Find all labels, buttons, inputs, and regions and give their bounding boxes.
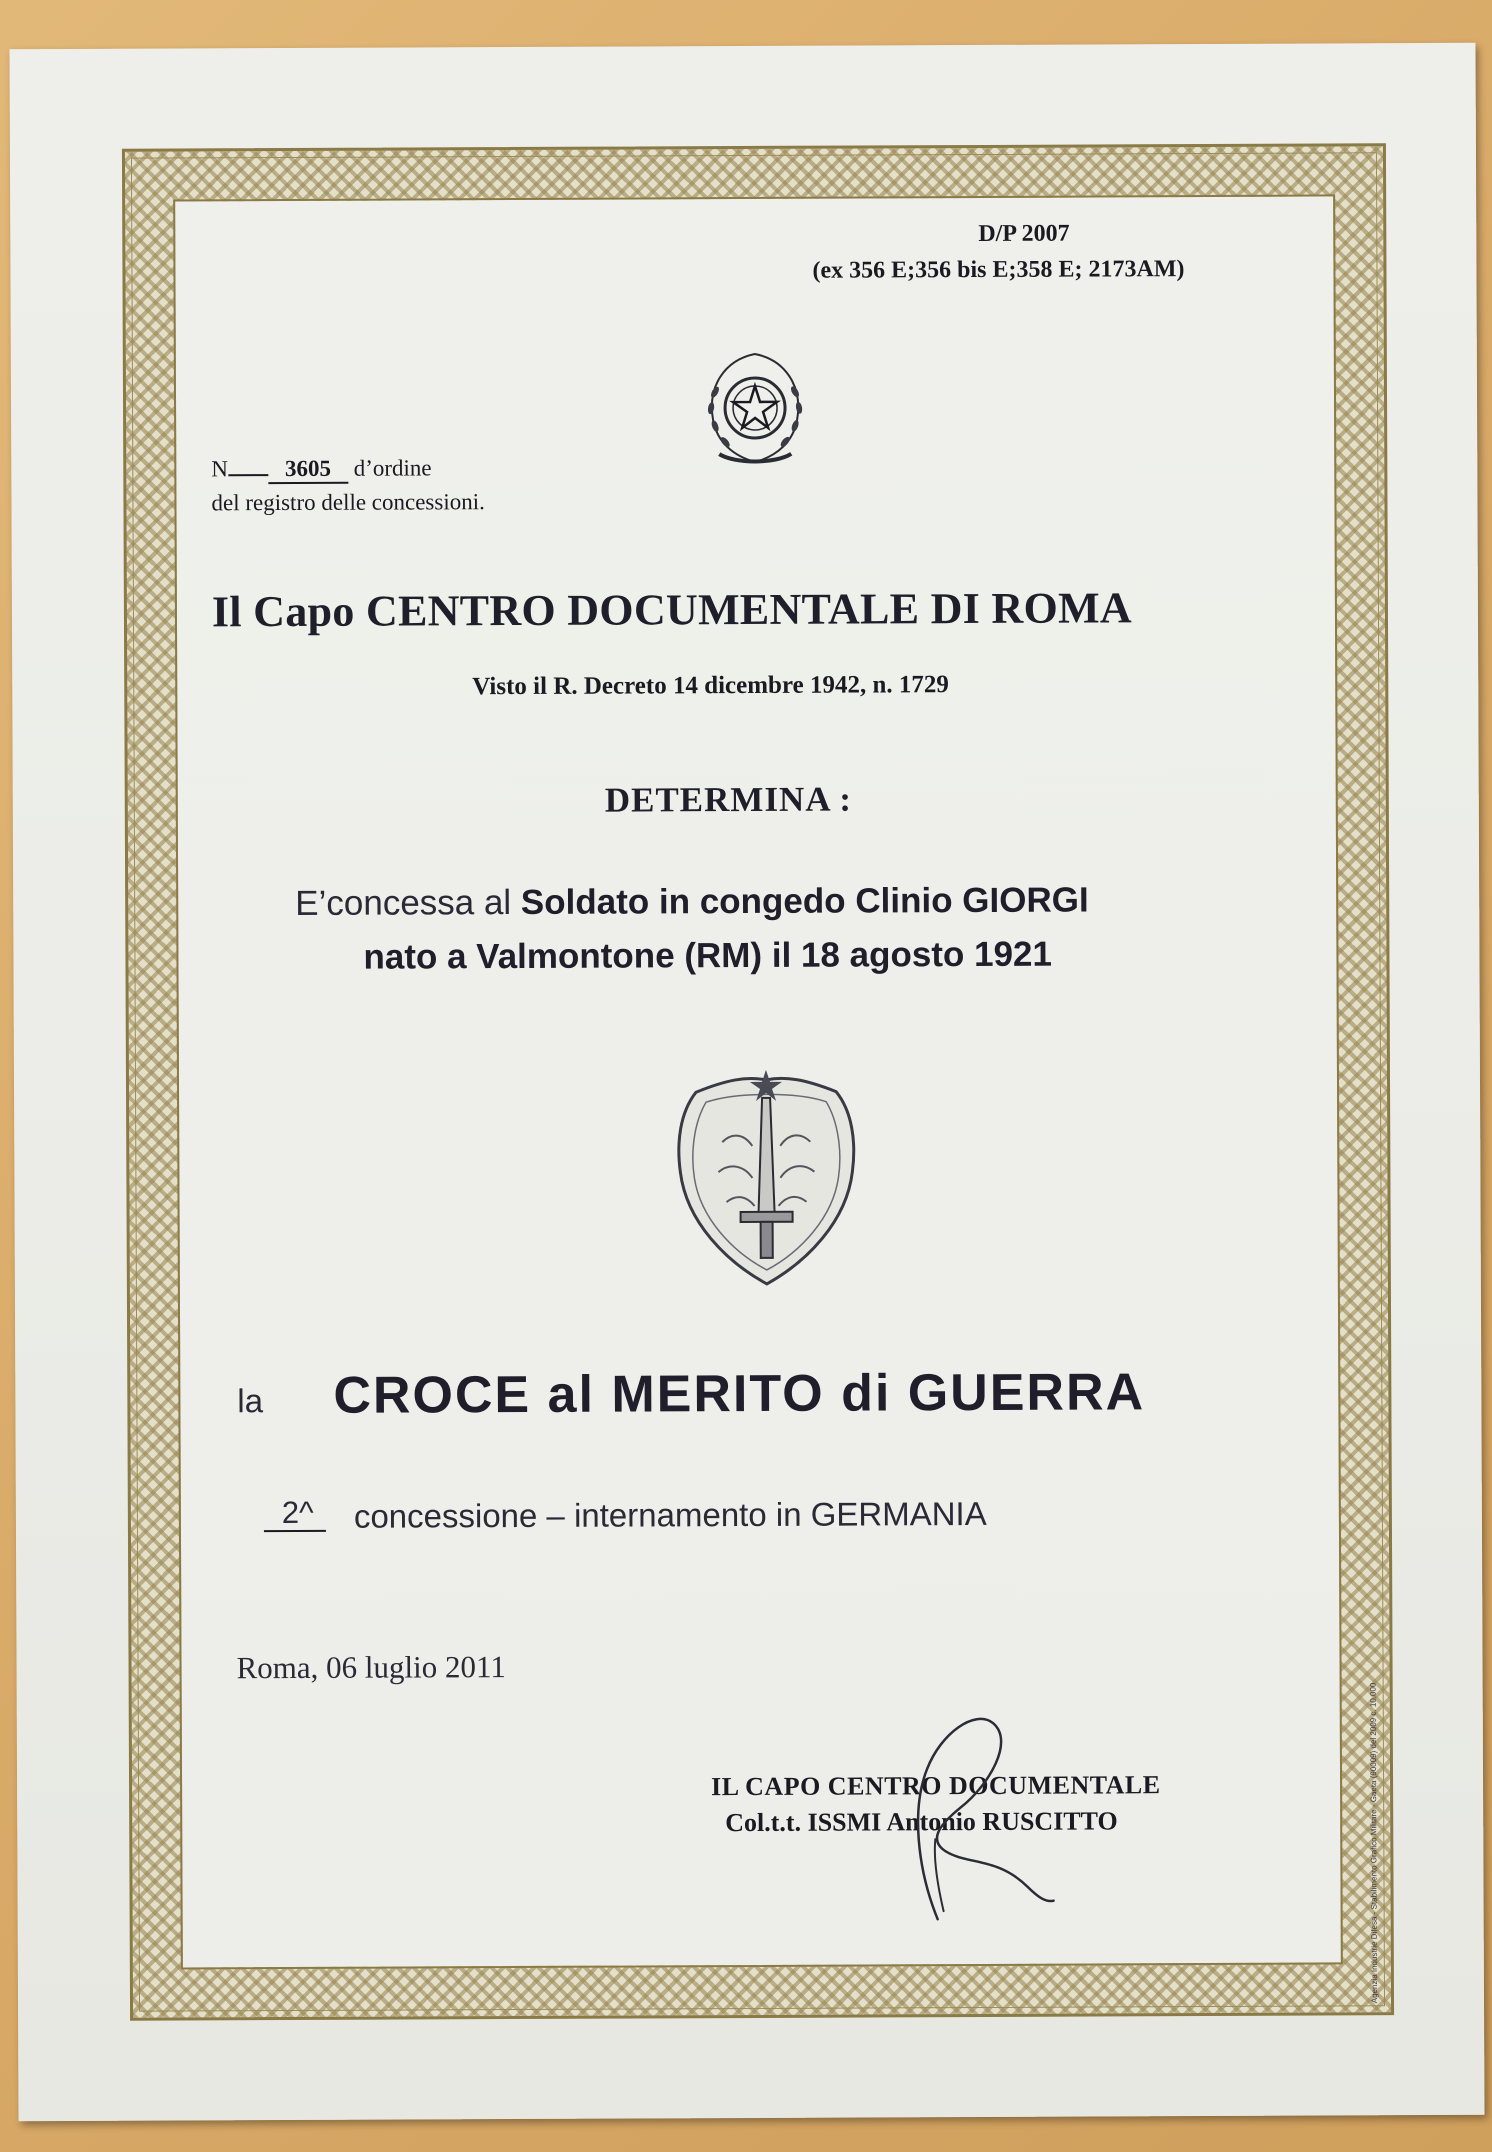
order-number-block (211, 451, 485, 520)
dp-code: D/P 2007 (978, 220, 1070, 247)
recipient-line (295, 881, 1089, 924)
recipient-name: Soldato in congedo Clinio GIORGI (520, 880, 1089, 922)
handwritten-signature (897, 1689, 1058, 1930)
order-prefix: N (211, 456, 228, 482)
printer-imprint: Agenzia Industrie Difesa - Stabilimento Grafico Militare - Gaeta (90009) del 2009 c. 10.000 (1368, 1682, 1380, 2004)
award-article: la (237, 1382, 264, 1420)
concessa-prefix: E’concessa al (295, 882, 521, 923)
birth-line: nato a Valmontone (RM) il 18 agosto 1921 (363, 934, 1053, 977)
concession-text: concessione – internamento in GERMANIA (353, 1494, 987, 1535)
certificate-sheet (9, 43, 1484, 2121)
determina-title: DETERMINA : (604, 779, 853, 820)
order-register: del registro delle concessioni. (211, 489, 485, 516)
signatory-name: Col.t.t. ISSMI Antonio RUSCITTO (725, 1806, 1118, 1838)
place-date: Roma, 06 luglio 2011 (236, 1649, 506, 1686)
war-cross-shield-icon (666, 1061, 867, 1290)
order-underline (228, 474, 268, 476)
issuer-heading: Il Capo CENTRO DOCUMENTALE DI ROMA (211, 583, 1133, 637)
order-suffix: d’ordine (353, 455, 432, 481)
order-number: 3605 (268, 456, 348, 484)
decree-reference: Visto il R. Decreto 14 dicembre 1942, n. 1729 (472, 671, 949, 701)
republic-emblem-icon (695, 346, 816, 475)
concession-number: 2^ (264, 1496, 326, 1532)
dp-exref: (ex 356 E;356 bis E;358 E; 2173AM) (812, 256, 1185, 284)
signatory-title: IL CAPO CENTRO DOCUMENTALE (711, 1770, 1161, 1802)
award-title: CROCE al MERITO di GUERRA (333, 1363, 1146, 1425)
